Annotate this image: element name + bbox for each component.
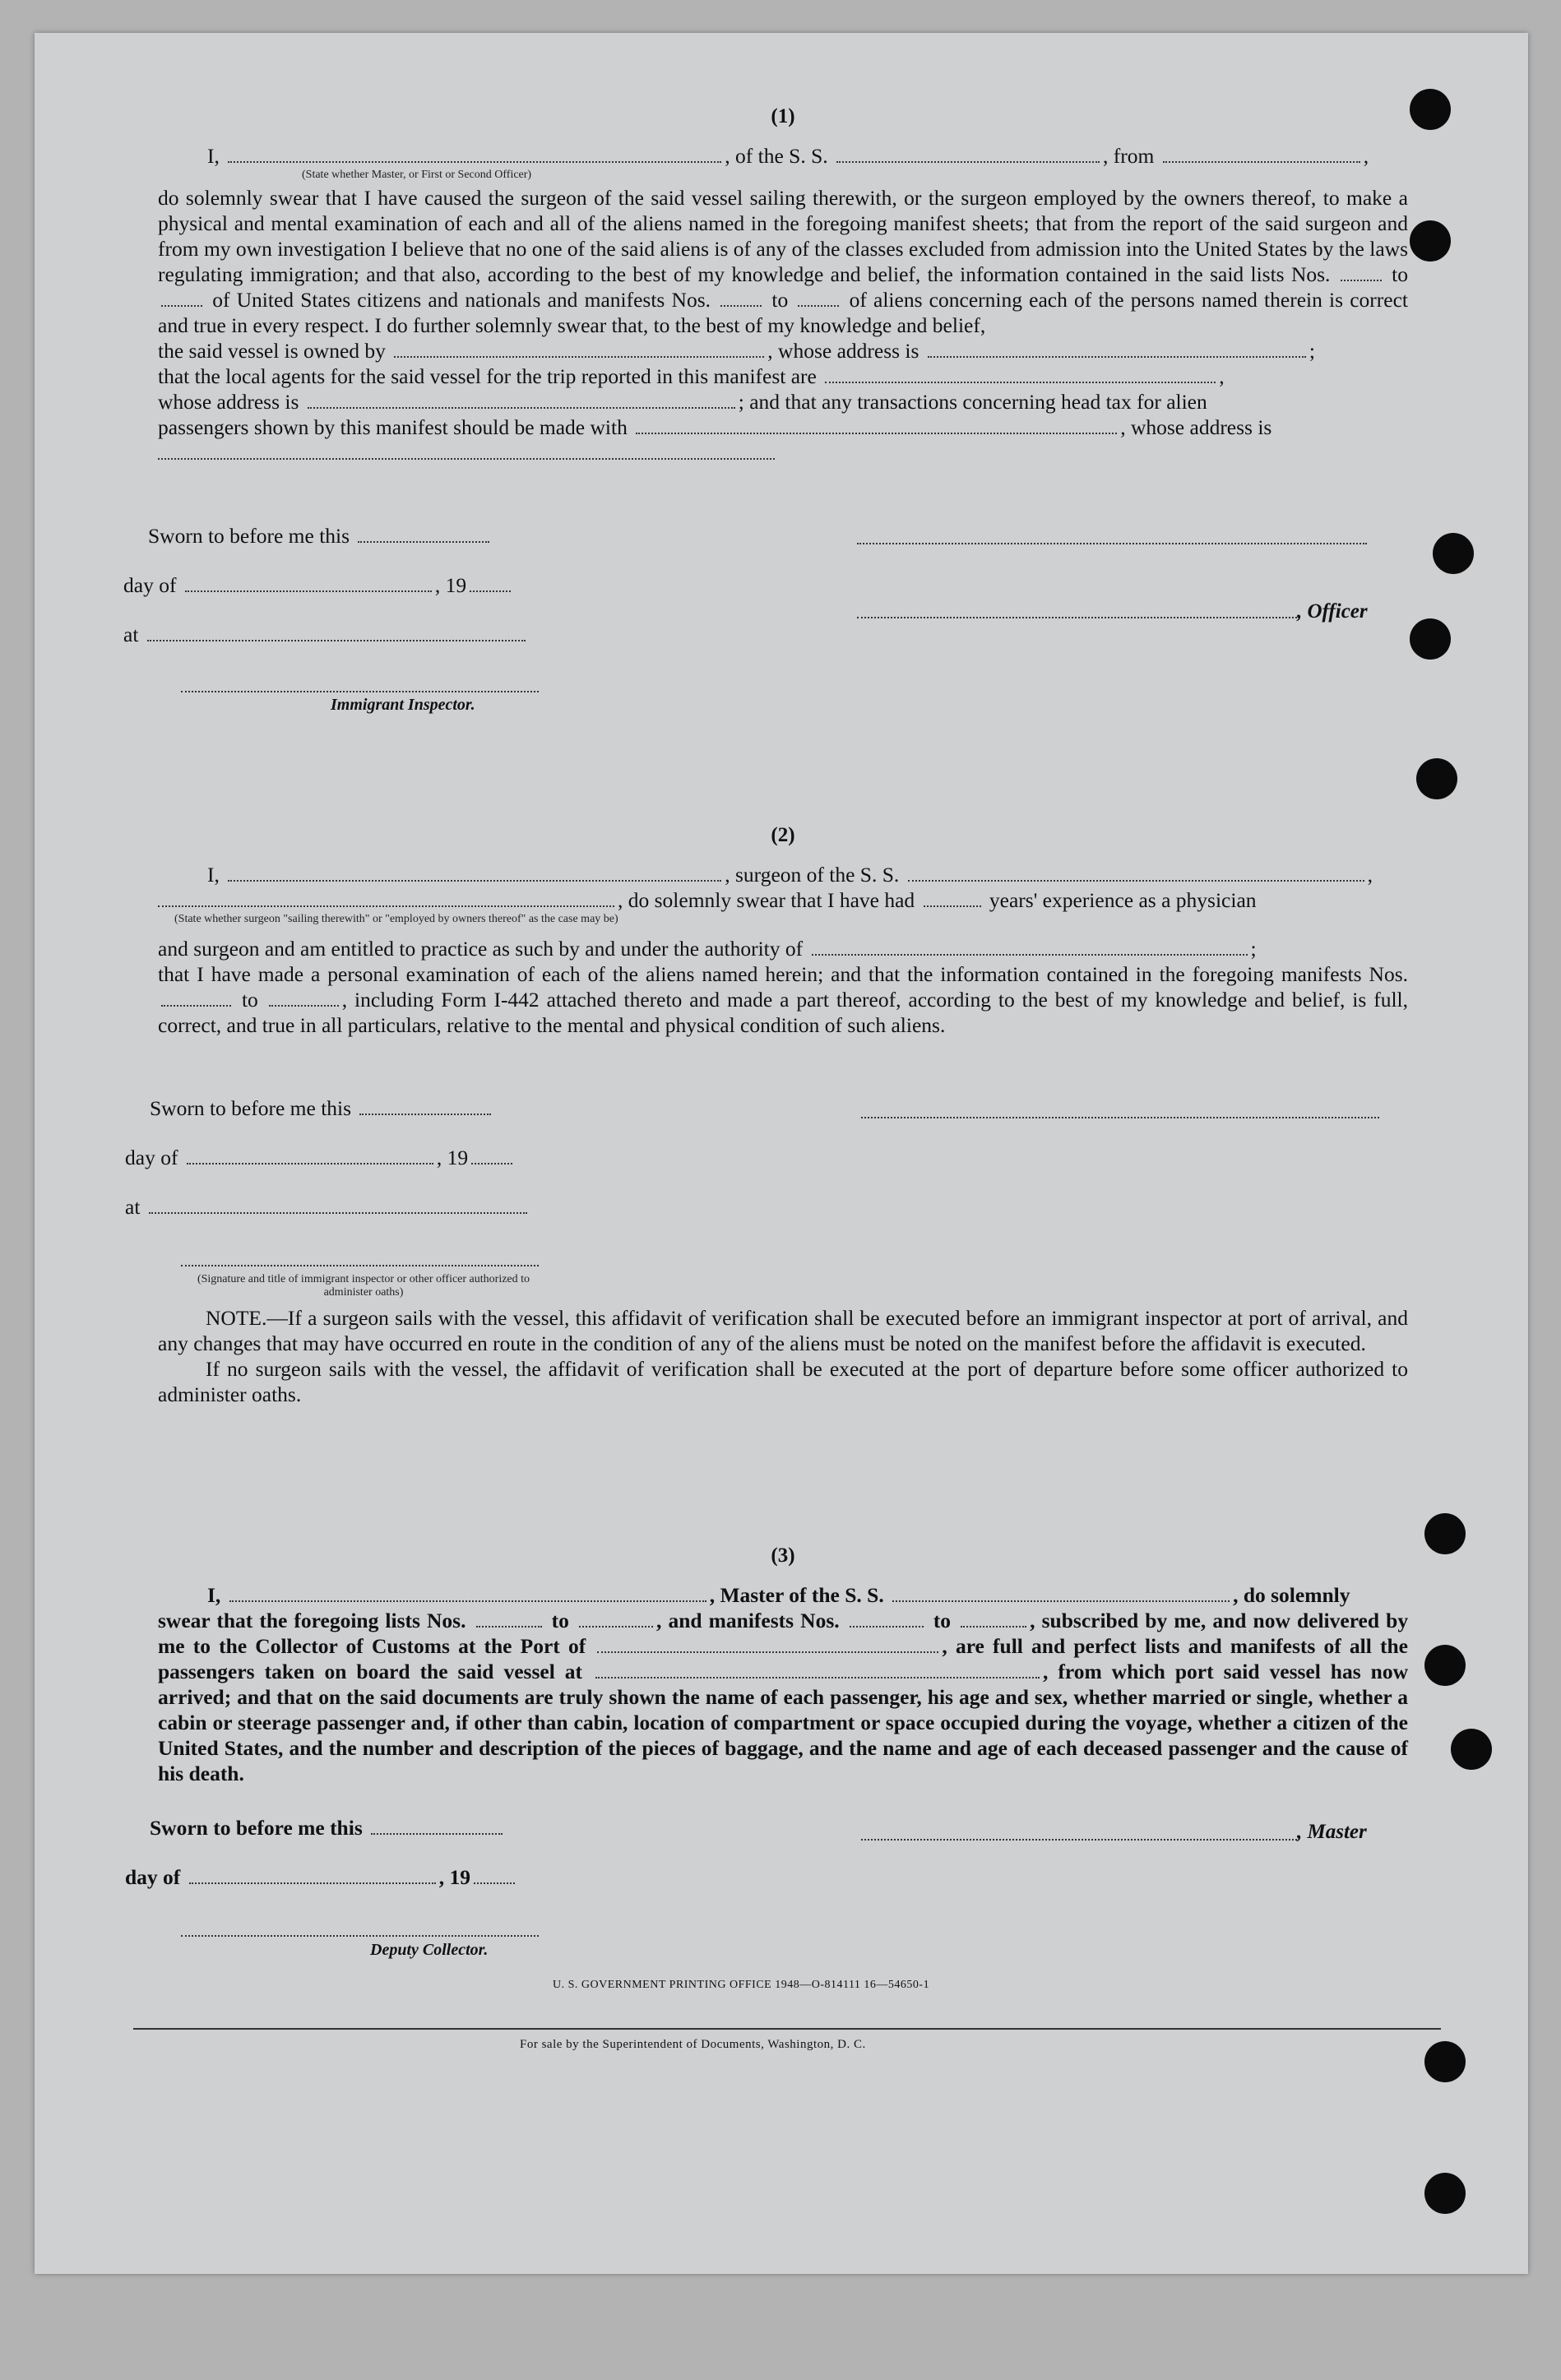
manifests-to-field[interactable] <box>798 289 839 307</box>
surgeon-status-field[interactable] <box>158 889 614 907</box>
officer-signature-line-2[interactable] <box>857 617 1297 618</box>
officer-signature-line-1[interactable] <box>857 543 1367 544</box>
officer-caption: , Officer <box>1297 600 1368 623</box>
section-1 <box>158 105 1408 465</box>
authority-line: and surgeon and am entitled to practice as such by and under the authority of ; <box>158 937 1257 961</box>
section-3 <box>158 1544 1408 1786</box>
s1-day: day of , 19 <box>123 573 514 598</box>
s2-year-field[interactable] <box>471 1146 512 1165</box>
s3-sworn: Sworn to before me this <box>150 1816 506 1841</box>
from-port-field[interactable] <box>1163 145 1360 163</box>
section-3-body: swear that the foregoing lists Nos. to , and manifests Nos. to , subscribed by me, and now delivered by me to the Collector of Customs at the Port of , are full and perfect lists and manifests of all the passengers taken on board the said vessel at , from which port said vessel has now arrived; and that on the said documents are truly shown the name of each passenger, his age and sex, whether married or single, whether a cabin or steerage passenger and, if other than cabin, location of compartment or space occupied during the voyage, whether a citizen of the United States, and the number and description of the pieces of baggage, and the name and age of each deceased passenger and the cause of his death. <box>158 1609 1409 1785</box>
surgeon-name-field[interactable] <box>228 864 721 882</box>
lists-from-field[interactable] <box>1341 263 1382 281</box>
agents-address-field[interactable] <box>308 391 735 409</box>
master-signature-line[interactable] <box>861 1839 1297 1841</box>
s3-manifests-to-field[interactable] <box>961 1609 1026 1628</box>
s1-year-field[interactable] <box>470 574 511 592</box>
lists-to-field[interactable] <box>161 289 202 307</box>
inspector-signature-line[interactable] <box>181 691 539 692</box>
punch-hole-4 <box>1410 618 1451 660</box>
inspector-caption: Immigrant Inspector. <box>331 696 475 714</box>
boarding-port-field[interactable] <box>595 1660 1040 1679</box>
s2-inspector-signature-line[interactable] <box>181 1265 539 1266</box>
port-of-customs-field[interactable] <box>597 1635 938 1653</box>
s1-sworn: Sworn to before me this <box>148 524 493 549</box>
officer-name-field[interactable] <box>228 145 721 163</box>
surgeon-status-hint: (State whether surgeon "sailing therewith" or "employed by owners thereof" as the case may be) <box>174 913 618 925</box>
s1-at: at <box>123 623 529 647</box>
agents-line: that the local agents for the said vessel for the trip reported in this manifest are , <box>158 364 1225 388</box>
s2-manifests-to-field[interactable] <box>269 989 339 1007</box>
printing-office-line: U. S. GOVERNMENT PRINTING OFFICE 1948—O-814111 16—54650-1 <box>553 1979 930 1991</box>
section-2-note: NOTE.—If a surgeon sails with the vessel, this affidavit of verification shall be executed before an immigrant inspector at port of arrival, and any changes that may have occurred en route in the condition of any of the aliens must be noted on the manifest before the affidavit is executed. If no surgeon sails with the vessel, the affidavit of verification shall be executed at the port of departure before some officer authorized to administer oaths. <box>158 1306 1408 1406</box>
s3-year-field[interactable] <box>474 1866 515 1884</box>
head-tax-party-field[interactable] <box>636 416 1117 434</box>
s2-place-field[interactable] <box>149 1196 527 1214</box>
section-2 <box>158 824 1408 1038</box>
s1-place-field[interactable] <box>147 623 526 641</box>
section-1-first-line: I, , of the S. S. , from , <box>207 144 1369 168</box>
master-caption: , Master <box>1297 1821 1367 1843</box>
section-2-first-line: I, , surgeon of the S. S. , <box>207 863 1373 887</box>
owner-address-field[interactable] <box>928 340 1306 358</box>
section-3-first-line: I, , Master of the S. S. , do solemnly <box>207 1583 1350 1607</box>
punch-hole-8 <box>1451 1729 1492 1770</box>
form-sheet <box>35 33 1528 2274</box>
s3-lists-to-field[interactable] <box>579 1609 653 1628</box>
footer-rule <box>133 2028 1441 2030</box>
owner-field[interactable] <box>394 340 764 358</box>
master-name-field[interactable] <box>229 1584 706 1602</box>
punch-hole-7 <box>1424 1645 1466 1686</box>
surgeon-vessel-field[interactable] <box>908 864 1364 882</box>
master-vessel-field[interactable] <box>892 1584 1230 1602</box>
s3-day: day of , 19 <box>125 1865 518 1890</box>
s2-manifests-from-field[interactable] <box>161 989 231 1007</box>
s3-lists-from-field[interactable] <box>476 1609 542 1628</box>
section-2-body: that I have made a personal examination of each of the aliens named herein; and that the information contained in the foregoing manifests Nos. to , including Form I-442 attached thereto and made a part thereof, according to the best of my knowledge and belief, is full, correct, and true in all particulars, relative to the mental and physical condition of such aliens. <box>158 962 1409 1037</box>
s2-day: day of , 19 <box>125 1146 516 1170</box>
punch-hole-10 <box>1424 2173 1466 2214</box>
agents-field[interactable] <box>825 365 1216 383</box>
punch-hole-1 <box>1410 89 1451 130</box>
s2-month-field[interactable] <box>187 1146 433 1165</box>
officer-rank-hint: (State whether Master, or First or Second Officer) <box>302 169 532 181</box>
vessel-name-field[interactable] <box>836 145 1100 163</box>
section-1-body: do solemnly swear that I have caused the surgeon of the said vessel sailing therewith, or the surgeon employed by the owners thereof, to make a physical and mental examination of each and all of the aliens named in the foregoing manifest sheets; that from the report of the said surgeon and from my own investigation I believe that no one of the said aliens is of any of the classes excluded from admission into the United States by the laws regulating immigration; and that also, according to the best of my knowledge and belief, the information contained in the said lists Nos. to of United States citizens and nationals and manifests Nos. to of aliens concerning each of the persons named therein is correct and true in every respect. I do further solemnly swear that, to the best of my knowledge and belief, <box>158 186 1408 337</box>
section-2-number: (2) <box>771 824 795 846</box>
s2-signature-hint: (Signature and title of immigrant inspector or other officer authorized to administer oaths) <box>197 1273 530 1299</box>
punch-hole-2 <box>1410 220 1451 262</box>
collector-caption: Deputy Collector. <box>370 1941 489 1959</box>
section-1-number: (1) <box>771 105 795 127</box>
punch-hole-9 <box>1424 2041 1466 2082</box>
punch-hole-5 <box>1416 758 1457 799</box>
s3-manifests-from-field[interactable] <box>850 1609 924 1628</box>
years-experience-field[interactable] <box>924 889 981 907</box>
s3-month-field[interactable] <box>189 1866 436 1884</box>
s1-sworn-date-field[interactable] <box>358 525 489 543</box>
owner-line: the said vessel is owned by , whose address is ; <box>158 339 1315 363</box>
punch-hole-6 <box>1424 1513 1466 1554</box>
s2-signature-line-right[interactable] <box>861 1117 1379 1118</box>
s2-sworn-date-field[interactable] <box>359 1097 491 1115</box>
agents-address-line: whose address is ; and that any transactions concerning head tax for alien <box>158 390 1207 414</box>
punch-hole-3 <box>1433 533 1474 574</box>
s2-at: at <box>125 1195 530 1220</box>
section-3-number: (3) <box>771 1544 795 1567</box>
s1-month-field[interactable] <box>185 574 432 592</box>
authority-field[interactable] <box>812 938 1248 956</box>
head-tax-address-field[interactable] <box>158 442 775 460</box>
head-tax-line: passengers shown by this manifest should be made with , whose address is <box>158 415 1272 439</box>
s3-sworn-date-field[interactable] <box>371 1817 503 1835</box>
sale-notice: For sale by the Superintendent of Documents, Washington, D. C. <box>520 2038 866 2051</box>
manifests-from-field[interactable] <box>720 289 762 307</box>
collector-signature-line[interactable] <box>181 1935 539 1937</box>
section-2-second-line: , do solemnly swear that I have had years' experience as a physician <box>158 887 1408 913</box>
s2-sworn: Sworn to before me this <box>150 1096 494 1121</box>
